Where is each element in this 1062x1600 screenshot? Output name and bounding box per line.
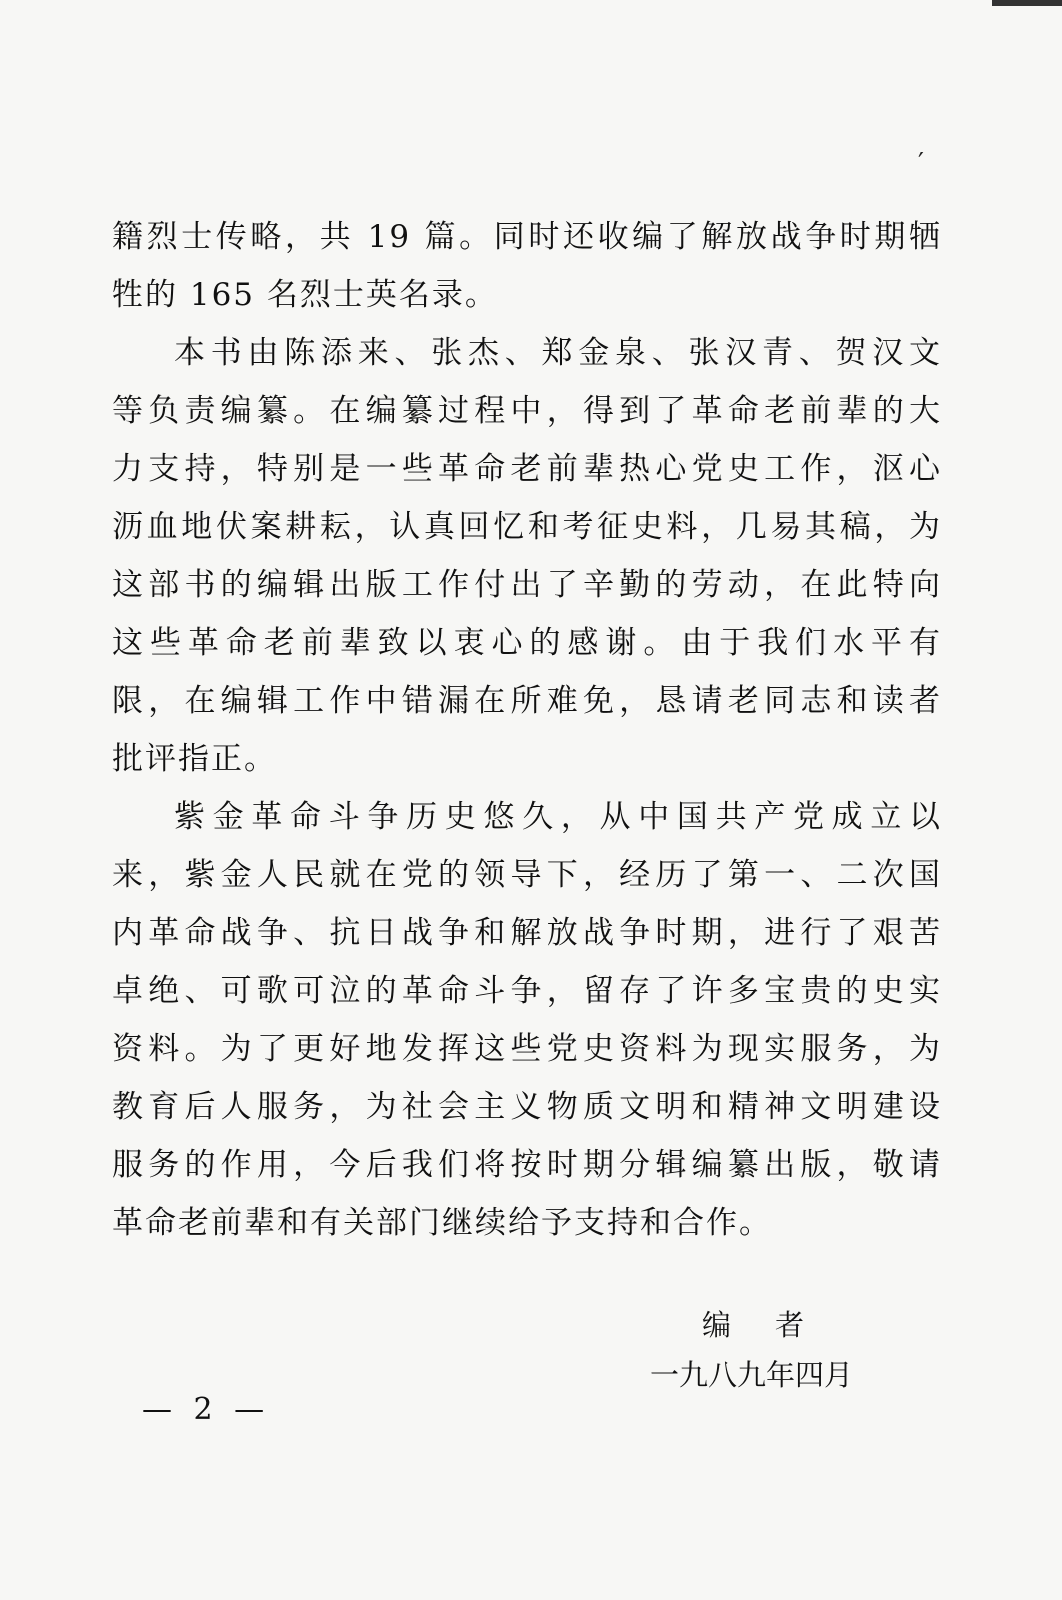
text-line: 本书由陈添来、张杰、郑金泉、张汉青、贺汉文 (174, 335, 942, 371)
text-line: 来，紫金人民就在党的领导下，经历了第一、二次国 (112, 857, 942, 893)
text-line: 卓绝、可歌可泣的革命斗争，留存了许多宝贵的史实 (112, 973, 942, 1009)
text-line: 籍烈士传略，共 19 篇。同时还收编了解放战争时期牺 (112, 219, 942, 255)
signature-author: 编者 (702, 1308, 849, 1342)
text-line: 这部书的编辑出版工作付出了辛勤的劳动，在此特向 (112, 567, 942, 603)
text-line: 服务的作用，今后我们将按时期分辑编纂出版，敬请 (112, 1147, 942, 1183)
text-line: 限，在编辑工作中错漏在所难免，恳请老同志和读者 (112, 683, 942, 719)
text-line: 资料。为了更好地发挥这些党史资料为现实服务，为 (112, 1031, 942, 1067)
page-edge-mark (992, 0, 1062, 6)
signature-date: 一九八九年四月 (650, 1358, 854, 1392)
margin-mark: ′ (918, 148, 924, 178)
text-line: 紫金革命斗争历史悠久，从中国共产党成立以 (174, 799, 942, 835)
signature-block (650, 1300, 910, 1400)
text-line: 等负责编纂。在编纂过程中，得到了革命老前辈的大 (112, 393, 942, 429)
text-line: 沥血地伏案耕耘，认真回忆和考征史料，几易其稿，为 (112, 509, 942, 545)
text-line: 这些革命老前辈致以衷心的感谢。由于我们水平有 (112, 625, 942, 661)
text-line: 教育后人服务，为社会主义物质文明和精神文明建设 (112, 1089, 942, 1125)
text-line: 批评指正。 (112, 741, 277, 777)
text-line: 革命老前辈和有关部门继续给予支持和合作。 (112, 1205, 772, 1241)
body-text (112, 208, 942, 1252)
text-line: 牲的 165 名烈士英名录。 (112, 277, 498, 313)
page-number: — 2 — (142, 1392, 271, 1427)
text-line: 内革命战争、抗日战争和解放战争时期，进行了艰苦 (112, 915, 942, 951)
text-line: 力支持，特别是一些革命老前辈热心党史工作，沤心 (112, 451, 942, 487)
